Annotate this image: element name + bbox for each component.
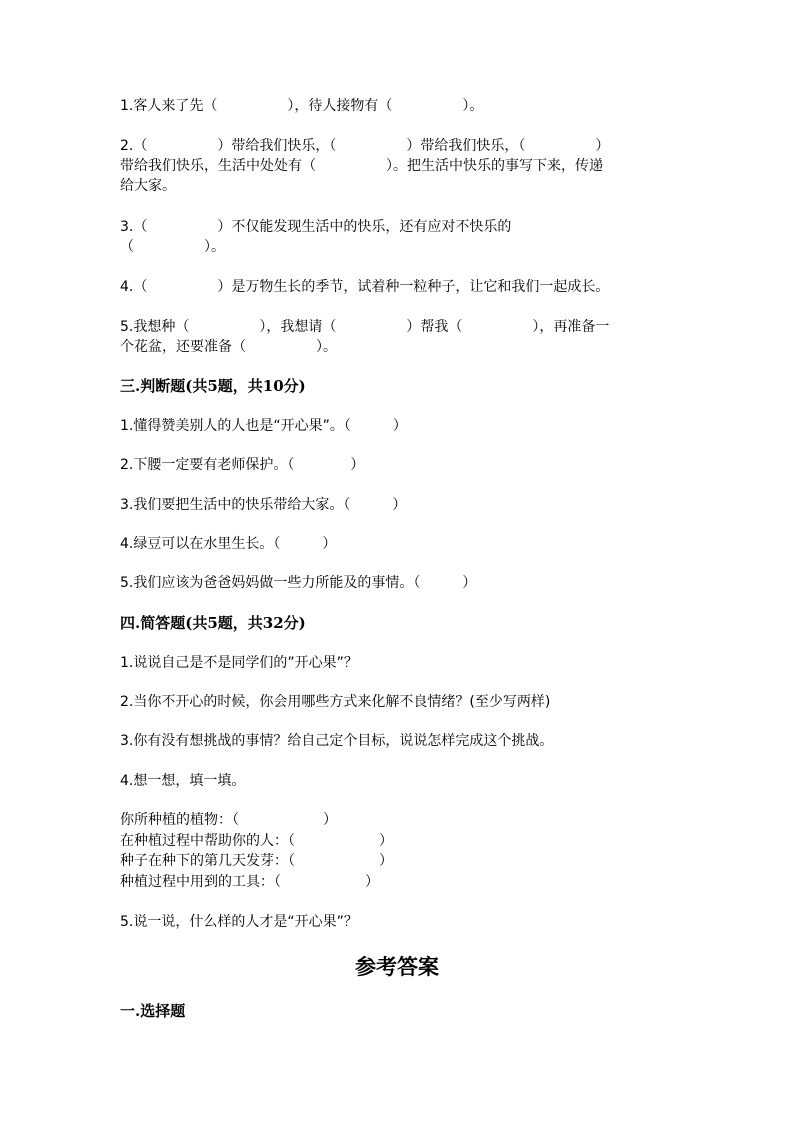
fill-in-question-2-line-3: 给大家。 (120, 178, 176, 194)
short-answer-question-4: 4.想一想，填一填。 (120, 773, 246, 789)
answer-key-first-heading: 一.选择题 (120, 1002, 186, 1020)
short-answer-question-3: 3.你有没有想挑战的事情？给自己定个目标，说说怎样完成这个挑战。 (120, 733, 554, 749)
judgment-question-3: 3.我们要把生活中的快乐带给大家。（ ） (120, 497, 407, 513)
fill-in-question-2-line-2: 带给我们快乐，生活中处处有（ ）。把生活中快乐的事写下来，传递 (120, 158, 603, 174)
fill-in-question-4-line-1: 4.（ ）是万物生长的季节，试着种一粒种子，让它和我们一起成长。 (120, 279, 610, 295)
fill-in-question-2-line-1: 2.（ ）带给我们快乐，（ ）带给我们快乐，（ ） (120, 138, 610, 154)
answer-key-title: 参考答案 (355, 954, 439, 979)
judgment-question-5: 5.我们应该为爸爸妈妈做一些力所能及的事情。（ ） (120, 575, 477, 591)
short-answer-question-5: 5.说一说，什么样的人才是“开心果”？ (120, 914, 358, 930)
fill-in-question-3-line-1: 3.（ ）不仅能发现生活中的快乐，还有应对不快乐的 (120, 219, 512, 235)
short-answer-section-heading: 四.简答题(共5题，共32分) (120, 614, 306, 632)
judgment-section-heading: 三.判断题(共5题，共10分) (120, 377, 306, 395)
short-answer-question-1: 1.说说自己是不是同学们的”开心果”？ (120, 655, 358, 671)
judgment-question-1: 1.懂得赞美别人的人也是“开心果”。（ ） (120, 418, 407, 434)
judgment-question-4: 4.绿豆可以在水里生长。（ ） (120, 536, 337, 552)
planting-record-tools: 种植过程中用到的工具：（ ） (120, 874, 379, 890)
fill-in-question-1-line-1: 1.客人来了先（ ），待人接物有（ ）。 (120, 98, 484, 114)
planting-record-plant: 你所种植的植物：（ ） (120, 812, 337, 828)
short-answer-question-2: 2.当你不开心的时候，你会用哪些方式来化解不良情绪？(至少写两样) (120, 694, 551, 710)
fill-in-question-5-line-1: 5.我想种（ ），我想请（ ）帮我（ ），再准备一 (120, 319, 610, 335)
planting-record-helper: 在种植过程中帮助你的人：（ ） (120, 833, 393, 849)
planting-record-germination-day: 种子在种下的第几天发芽：（ ） (120, 853, 393, 869)
fill-in-question-3-line-2: （ ）。 (120, 239, 225, 255)
judgment-question-2: 2.下腰一定要有老师保护。（ ） (120, 457, 365, 473)
fill-in-question-5-line-2: 个花盆，还要准备（ ）。 (120, 339, 337, 355)
